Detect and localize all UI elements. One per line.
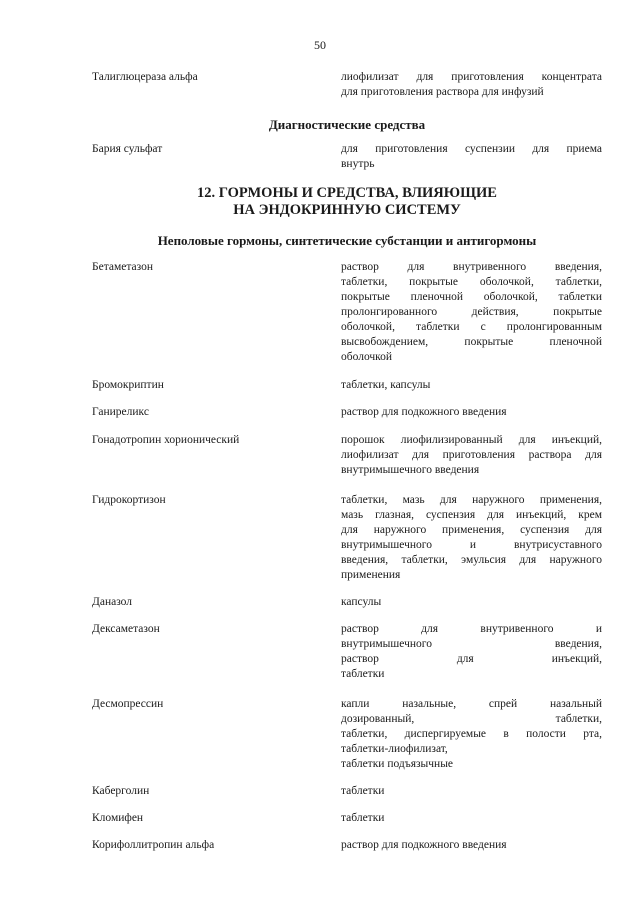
form-line: внутримышечного введения [341,464,480,476]
form-line: оболочкой [341,351,393,363]
drug-form [341,784,602,799]
form-line: пролонгированного действия, покрытые [341,306,602,318]
drug-name: Гидрокортизон [92,494,166,506]
form-line: таблетки, диспергируемые в полости рта, [341,728,602,740]
form-line: мазь глазная, суспензия для инъекций, крем [341,509,602,521]
drug-form [341,493,602,583]
subgroup-heading: Неполовые гормоны, синтетические субстанции и антигормоны [157,233,537,248]
drug-name: Бария сульфат [92,143,163,155]
form-line: внутримышечного введения, [341,638,602,650]
drug-form [341,405,602,420]
drug-row-taliglucerase [92,70,602,100]
drug-row [92,405,602,420]
drug-name: Талиглюцераза альфа [92,71,198,83]
drug-row [92,811,602,826]
drug-name: Десмопрессин [92,698,164,710]
section-heading-diagnostic: Диагностические средства [268,117,426,132]
drug-list [92,260,602,853]
drug-name: Даназол [92,596,133,608]
form-line: порошок лиофилизированный для инъекций, [341,434,602,446]
form-line: раствор для внутривенного введения, [341,261,602,273]
drug-row [92,838,602,853]
drug-row [92,784,602,799]
drug-name: Ганиреликс [92,406,149,418]
form-line: таблетки, мазь для наружного применения, [341,494,602,506]
form-line: для приготовления раствора для инфузий [341,86,544,98]
form-line: внутримышечного и внутрисуставного [341,539,602,551]
form-line: раствор для подкожного введения [341,839,507,851]
form-line: введения, таблетки, эмульсия для наружного [341,554,602,566]
drug-form [341,378,602,393]
drug-name: Кломифен [92,812,144,824]
drug-row [92,260,602,365]
form-line: оболочкой, таблетки с пролонгированным [341,321,602,333]
drug-row-barium-sulfate [92,142,602,172]
page-number: 50 [314,38,326,52]
drug-row [92,697,602,772]
drug-form [341,622,602,682]
drug-form [341,70,602,100]
form-line: капли назальные, спрей назальный [341,698,602,710]
drug-form [341,142,602,172]
form-line: применения [341,569,401,581]
form-line: высвобождением, покрытые пленочной [341,336,602,348]
form-line: лиофилизат для приготовления концентрата [341,71,602,83]
drug-row [92,622,602,682]
drug-row [92,378,602,393]
form-line: таблетки [341,668,385,680]
drug-name: Гонадотропин хорионический [92,434,240,446]
group-heading-line: НА ЭНДОКРИННУЮ СИСТЕМУ [233,202,461,218]
form-line: внутрь [341,158,375,170]
form-line: раствор для внутривенного и [341,623,602,635]
drug-name: Дексаметазон [92,623,160,635]
drug-row [92,595,602,610]
group-heading-line: 12. ГОРМОНЫ И СРЕДСТВА, ВЛИЯЮЩИЕ [197,185,497,201]
drug-form [341,811,602,826]
form-line: таблетки [341,812,385,824]
form-line: таблетки, капсулы [341,379,431,391]
form-line: капсулы [341,596,382,608]
drug-form [341,838,602,853]
drug-name: Каберголин [92,785,150,797]
drug-form [341,260,602,365]
document-body [92,70,602,853]
group-heading [92,185,602,219]
form-line: таблетки, покрытые оболочкой, таблетки, [341,276,602,288]
drug-form [341,595,602,610]
form-line: таблетки подъязычные [341,758,454,770]
drug-form [341,697,602,772]
form-line: таблетки-лиофилизат, [341,743,448,755]
drug-name: Бромокриптин [92,379,164,391]
drug-name: Бетаметазон [92,261,154,273]
drug-row [92,493,602,583]
form-line: раствор для подкожного введения [341,406,507,418]
form-line: раствор для инъекций, [341,653,602,665]
form-line: дозированный, таблетки, [341,713,602,725]
drug-form [341,433,602,478]
drug-row [92,433,602,478]
form-line: для приготовления суспензии для приема [341,143,602,155]
form-line: таблетки [341,785,385,797]
form-line: покрытые пленочной оболочкой, таблетки [341,291,602,303]
form-line: лиофилизат для приготовления раствора для [341,449,602,461]
form-line: для наружного применения, суспензия для [341,524,602,536]
drug-name: Корифоллитропин альфа [92,839,215,851]
